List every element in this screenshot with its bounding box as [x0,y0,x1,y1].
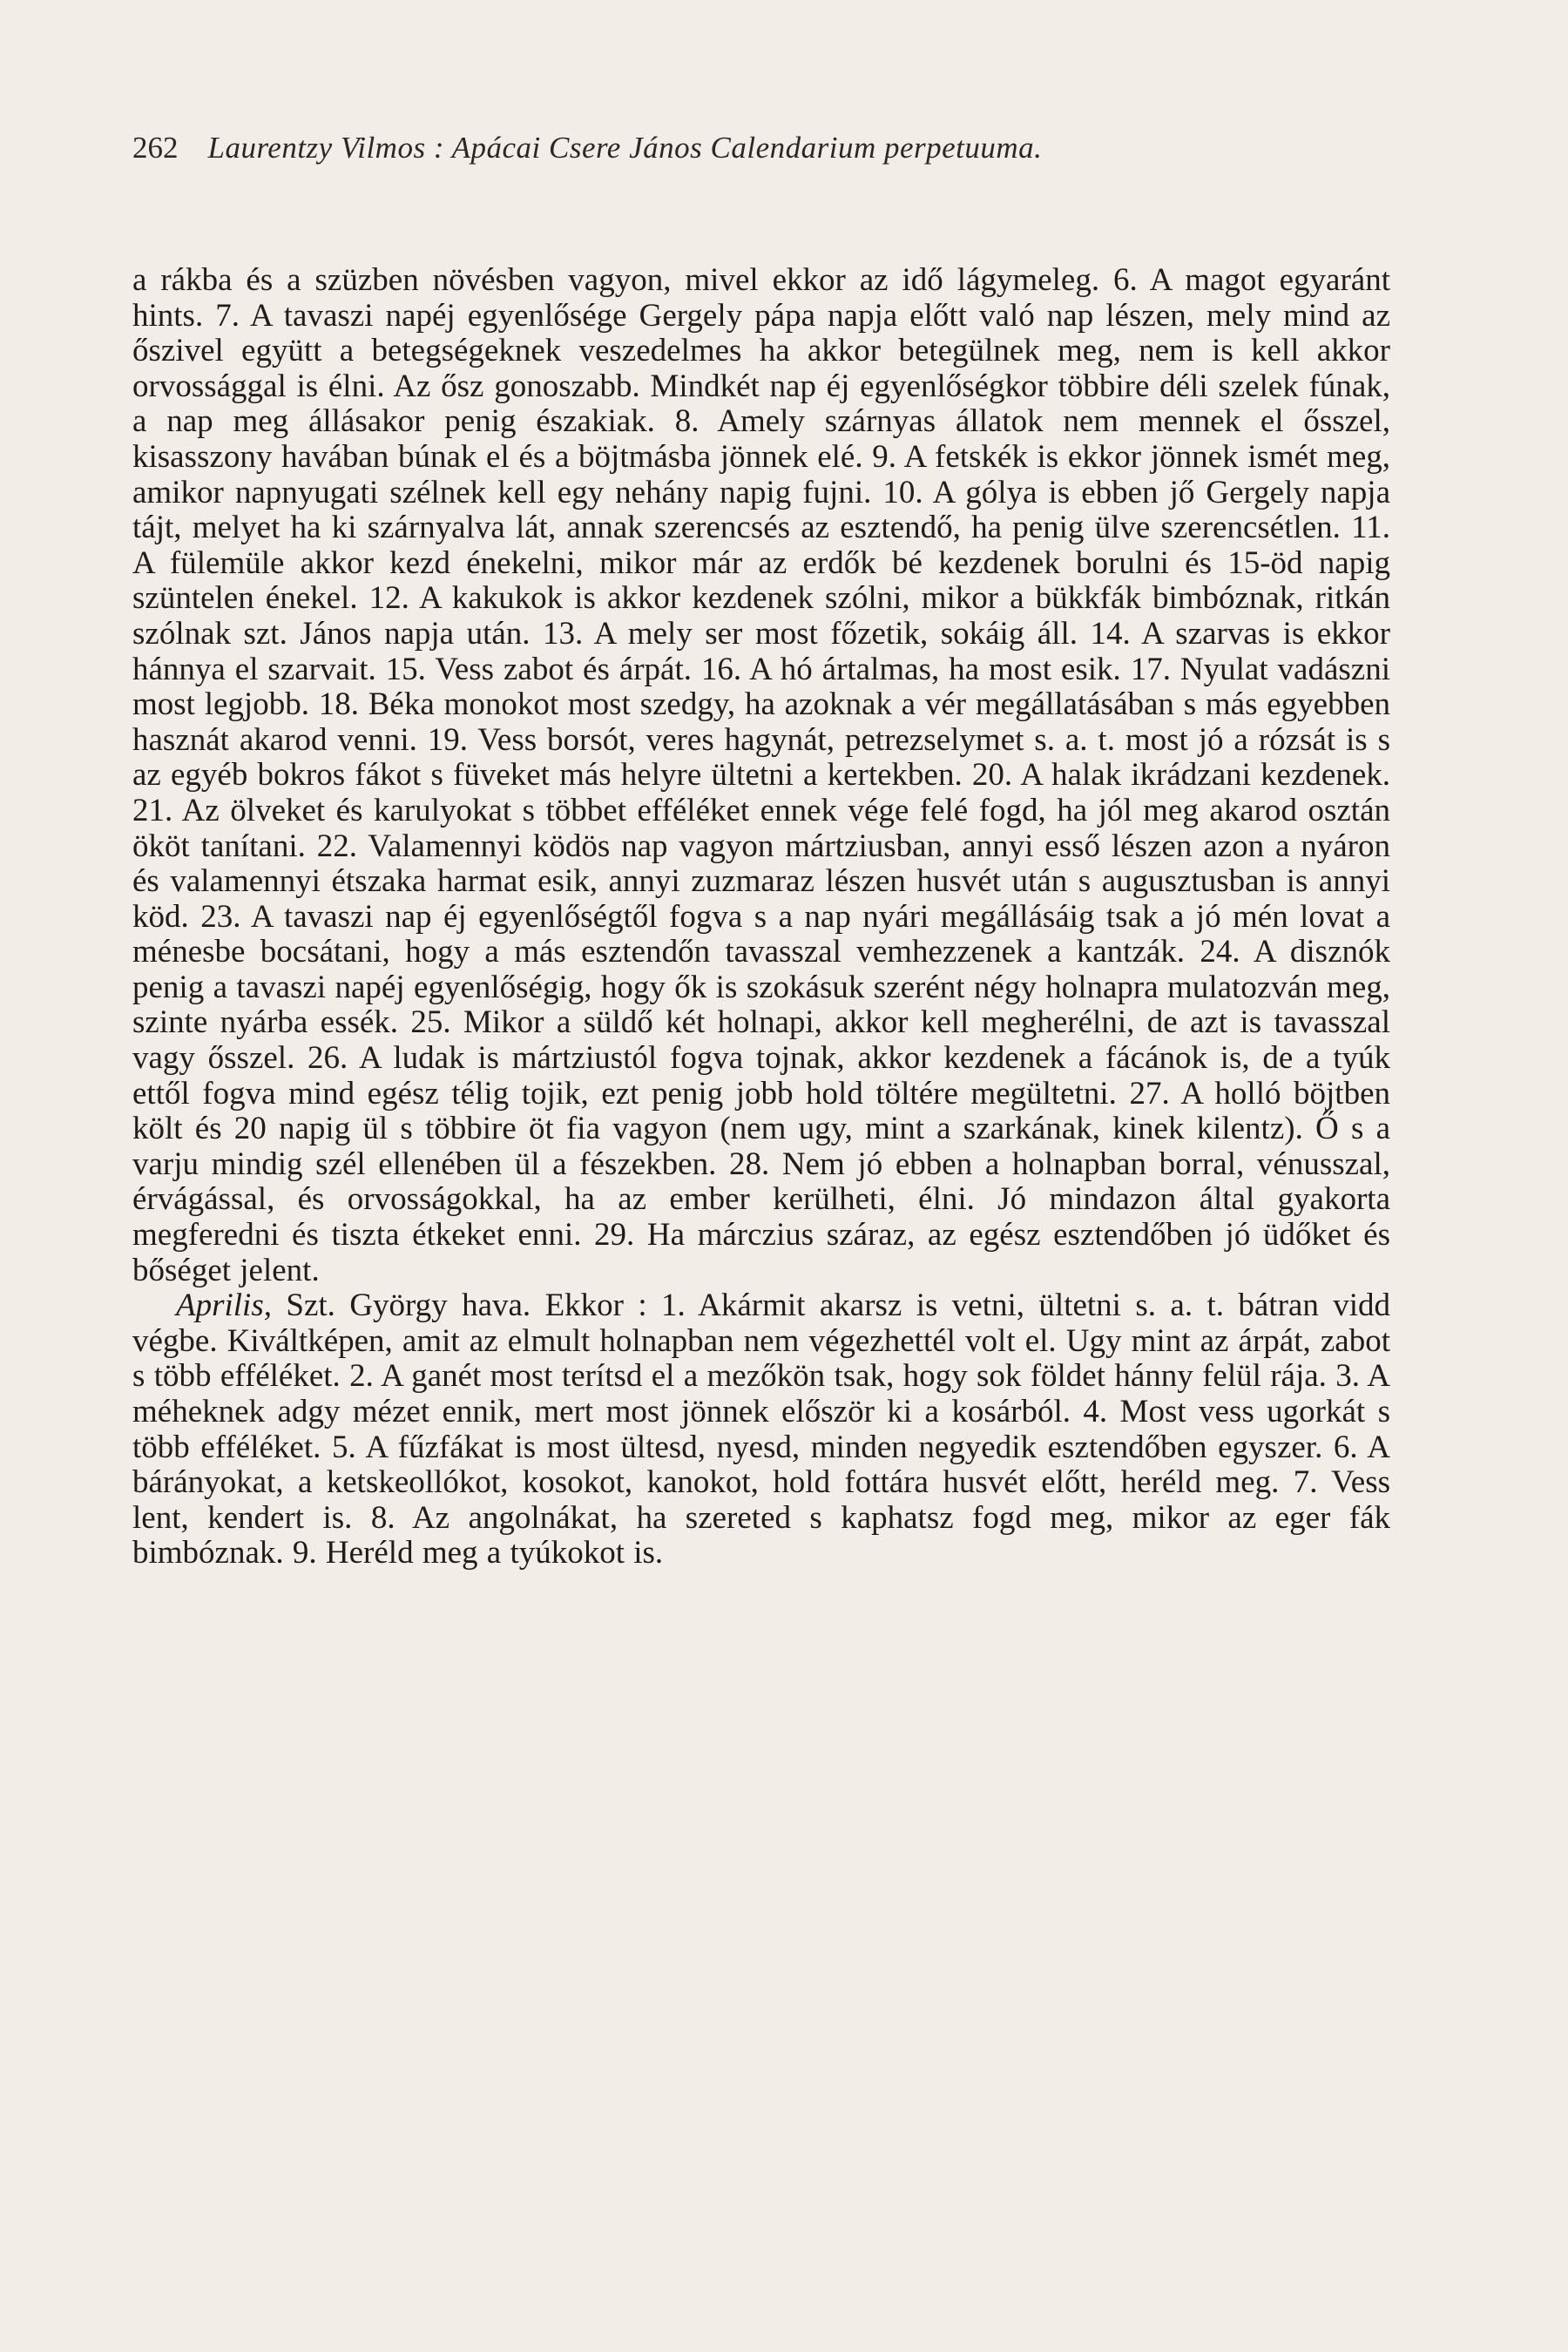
paragraph-text: Szt. György hava. Ekkor : 1. Akármit akarsz is vetni, ültetni s. a. t. bátran vidd végbe. Kiváltképen, amit az elmult holnapban nem végezhettél volt el. Ugy mint az árpát, zabot s több efféléket. 2. A ganét most terítsd el a mezőkön tsak, hogy sok földet hánny felül rája. 3. A méheknek adgy mézet ennik, mert most jönnek először ki a kosárból. 4. Most vess ugorkát s több efféléket. 5. A fűzfákat is most ültesd, nyesd, minden negyedik esztendőben egyszer. 6. A bárányokat, a ketskeollókot, kosokot, kanokot, hold fottára husvét előtt, heréld meg. 7. Vess lent, kendert is. 8. Az angolnákat, ha szereted s kaphatsz fogd meg, mikor az eger fák bimbóznak. 9. Heréld meg a tyúkokot is. [132,1288,1390,1571]
month-name: Aprilis, [176,1288,272,1324]
paragraph-march [132,263,1390,1288]
running-head [132,131,1387,166]
paragraph-april [132,1288,1390,1571]
running-head-title: Laurentzy Vilmos : Apácai Csere János Calendarium perpetuuma. [207,131,1043,165]
paragraph-text: a rákba és a szüzben növésben vagyon, mivel ekkor az idő lágymeleg. 6. A magot egyaránt hints. 7. A tavaszi napéj egyenlősége Gergely pápa napja előtt való nap lészen, mely mind az őszivel együtt a betegségeknek veszedelmes ha akkor betegülnek meg, nem is kell akkor orvossággal is élni. Az ősz gonoszabb. Mindkét nap éj egyenlőségkor többire déli szelek fúnak, a nap meg állásakor penig északiak. 8. Amely szárnyas állatok nem mennek el ősszel, kisasszony havában búnak el és a böjtmásba jönnek elé. 9. A fetskék is ekkor jönnek ismét meg, amikor napnyugati szélnek kell egy nehány napig fujni. 10. A gólya is ebben jő Gergely napja tájt, melyet ha ki szárnyalva lát, annak szerencsés az esztendő, ha penig ülve szerencsétlen. 11. A fülemüle akkor kezd énekelni, mikor már az erdők bé kezdenek borulni és 15-öd napig szüntelen énekel. 12. A kakukok is akkor kezdenek szólni, mikor a bükkfák bimbóznak, ritkán szólnak szt. János napja után. 13. A mely ser most főzetik, sokáig áll. 14. A szarvas is ekkor hánnya el szarvait. 15. Vess zabot és árpát. 16. A hó ártalmas, ha most esik. 17. Nyulat vadászni most legjobb. 18. Béka monokot most szedgy, ha azoknak a vér megállatásában s más egyebben hasznát akarod venni. 19. Vess borsót, veres hagynát, petrezselymet s. a. t. most jó a rózsát is s az egyéb bokros fákot s füveket más helyre ültetni a kertekben. 20. A halak ikrádzani kezdenek. 21. Az ölveket és karulyokat s többet efféléket ennek vége felé fogd, ha jól meg akarod osztán ököt tanítani. 22. Valamennyi ködös nap vagyon mártziusban, annyi esső lészen azon a nyáron és valamennyi étszaka harmat esik, annyi zuzmaraz lészen husvét után s augusztusban is annyi köd. 23. A tavaszi nap éj egyenlőségtől fogva s a nap nyári megállásáig tsak a jó mén lovat a ménesbe bocsátani, hogy a más esztendőn tavasszal vemhezzenek a kantzák. 24. A disznók penig a tavaszi napéj egyenlőségig, hogy ők is szokásuk szerént négy holnapra mulatozván meg, szinte nyárba essék. 25. Mikor a süldő két holnapi, akkor kell megherélni, de azt is tavasszal vagy ősszel. 26. A ludak is mártziustól fogva tojnak, akkor kezdenek a fácánok is, de a tyúk ettől fogva mind egész télig tojik, ezt penig jobb hold töltére megültetni. 27. A holló böjtben költ és 20 napig ül s többire öt fia vagyon (nem ugy, mint a szarkának, kinek kilentz). Ő s a varju mindig szél ellenében ül a fészekben. 28. Nem jó ebben a holnapban borral, vénusszal, érvágással, és orvosságokkal, ha az ember kerülheti, élni. Jó mindazon által gyakorta megferedni és tiszta étkeket enni. 29. Ha márczius száraz, az egész esztendőben jó üdőket és bőséget jelent. [132,262,1390,1288]
page-number: 262 [132,131,179,165]
body-text [132,263,1390,1571]
